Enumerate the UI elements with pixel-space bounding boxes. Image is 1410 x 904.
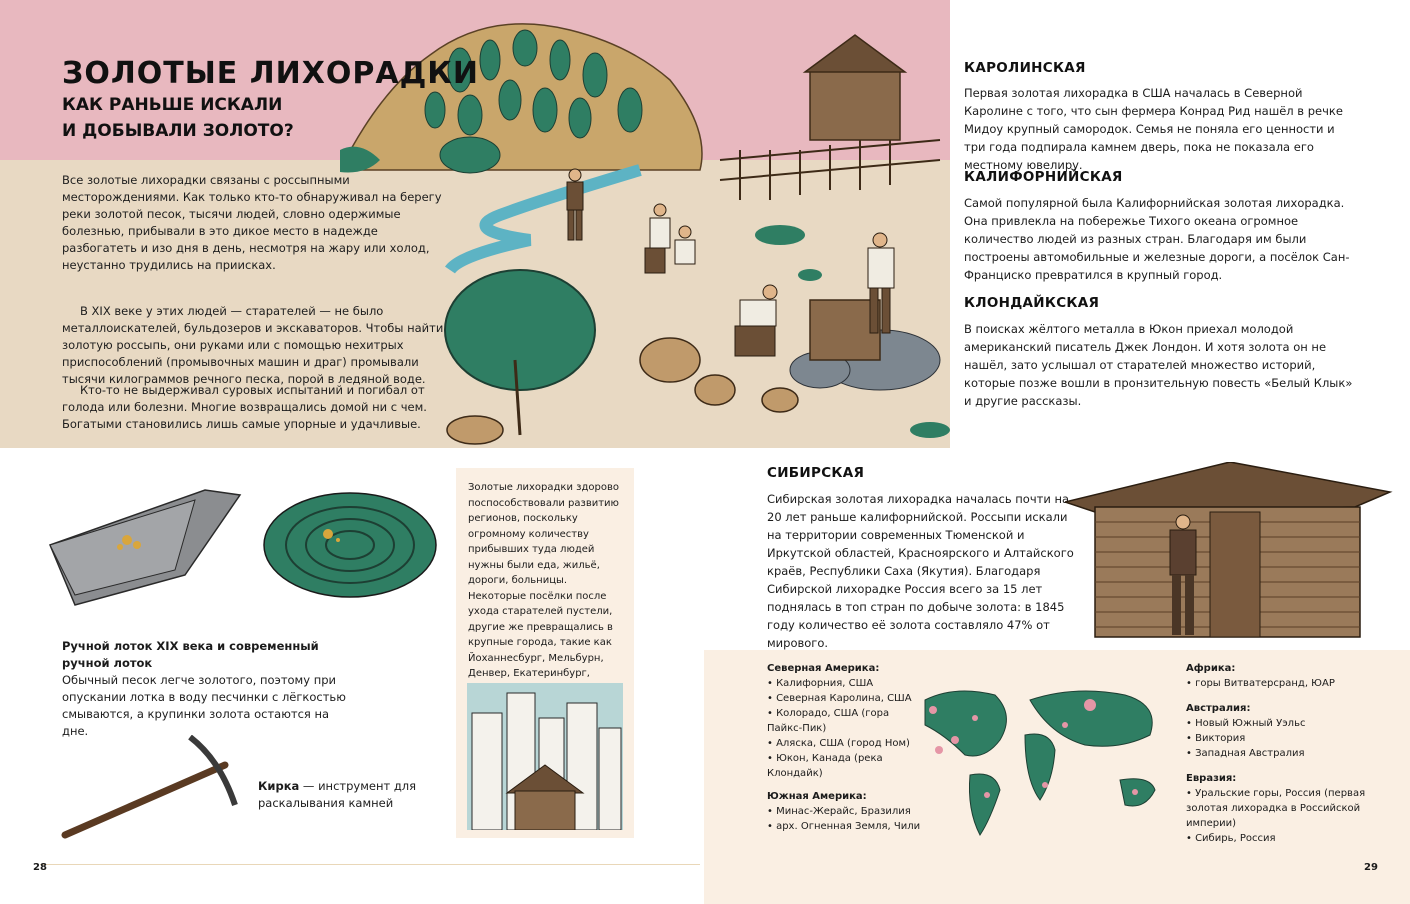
list-item: • Минас-Жерайс, Бразилия bbox=[767, 804, 927, 819]
north-america-list bbox=[767, 676, 927, 781]
list-item: • Северная Каролина, США bbox=[767, 691, 927, 706]
list-item: • Сибирь, Россия bbox=[1186, 831, 1376, 846]
section-text-klondike: В поисках жёлтого металла в Юкон приехал молодой американский писатель Джек Лондон. И хотя золота он не нашёл, зато услышал от старателей множество историй, которые позже вошли в пронзительную повесть «Белый Клык» и другие рассказы. bbox=[964, 322, 1353, 408]
list-item: • Юкон, Канада (река Клондайк) bbox=[767, 751, 927, 781]
paragraph-hardships: Кто-то не выдерживал суровых испытаний и погибал от голода или болезни. Многие возвращались домой ни с чем. Богатыми становились лишь самые упорные и удачливые. bbox=[62, 383, 427, 431]
list-item: • Новый Южный Уэльс bbox=[1186, 716, 1376, 731]
intro-paragraph: Все золотые лихорадки связаны с россыпными месторождениями. Как только кто-то обнаруживал на берегу реки золотой песок, тысячи людей, словно одержимые болезнью, прибывали в это дикое место в надежде разбогатеть и изо дня в день, несмотря на жару или холод, неустанно трудились на приисках. bbox=[62, 173, 442, 272]
city-illustration bbox=[467, 683, 623, 830]
log-cabin-illustration bbox=[1065, 462, 1395, 640]
list-item: • арх. Огненная Земля, Чили bbox=[767, 819, 927, 834]
africa-list bbox=[1186, 676, 1376, 691]
section-heading-klondike: КЛОНДАЙКСКАЯ bbox=[964, 295, 1100, 311]
page-subtitle bbox=[62, 92, 322, 144]
list-item: • Аляска, США (город Ном) bbox=[767, 736, 927, 751]
modern-gold-pan-image bbox=[260, 488, 440, 603]
bottom-divider bbox=[40, 864, 700, 865]
list-item: • Западная Австралия bbox=[1186, 746, 1376, 761]
pan-caption-title bbox=[62, 638, 352, 672]
section-heading-carolina: КАРОЛИНСКАЯ bbox=[964, 60, 1086, 76]
australia-list bbox=[1186, 716, 1376, 761]
subtitle-line-2: И ДОБЫВАЛИ ЗОЛОТО? bbox=[62, 121, 294, 141]
list-item: • горы Витватерсранд, ЮАР bbox=[1186, 676, 1376, 691]
section-text-california: Самой популярной была Калифорнийская золотая лихорадка. Она привлекла на побережье Тихого океана огромное количество людей из разных стран. Благодаря им были построены автомобильные и железные дороги, а посёлок Сан-Франциско превратился в крупный город. bbox=[964, 196, 1350, 282]
eurasia-heading: Евразия: bbox=[1186, 773, 1237, 784]
pan-caption-text: Обычный песок легче золотого, поэтому при опускании лотка в воду песчинки с лёгкостью смываются, а крупинки золота остаются на дне. bbox=[62, 673, 346, 738]
africa-heading: Африка: bbox=[1186, 663, 1236, 674]
north-america-heading: Северная Америка: bbox=[767, 663, 880, 674]
section-heading-siberia: СИБИРСКАЯ bbox=[767, 465, 865, 481]
list-item: • Колорадо, США (гора Пайкс-Пик) bbox=[767, 706, 927, 736]
list-item: • Калифорния, США bbox=[767, 676, 927, 691]
pickaxe-image bbox=[60, 735, 250, 845]
subtitle-line-1: КАК РАНЬШЕ ИСКАЛИ bbox=[62, 95, 283, 115]
world-map-illustration bbox=[915, 680, 1180, 840]
paragraph-prospectors: В XIX веке у этих людей — старателей — не было металлоискателей, бульдозеров и экскаваторов. Чтобы найти золотую россыпь, они руками или с помощью нехитрых приспособлений (промывочных машин и драг) промывали тысячи килограммов речного песка, порой в ледяной воде. bbox=[62, 304, 444, 386]
map-list-americas bbox=[767, 661, 927, 834]
page-number-left: 28 bbox=[33, 862, 47, 873]
south-america-heading: Южная Америка: bbox=[767, 791, 867, 802]
pickaxe-caption-bold: Кирка bbox=[258, 779, 300, 793]
list-item: • Виктория bbox=[1186, 731, 1376, 746]
pickaxe-caption bbox=[258, 778, 428, 812]
south-america-list bbox=[767, 804, 927, 834]
old-gold-pan-image bbox=[45, 485, 245, 610]
list-item: • Уральские горы, Россия (первая золотая лихорадка в Российской империи) bbox=[1186, 786, 1376, 831]
map-list-other bbox=[1186, 661, 1376, 846]
page-title: ЗОЛОТЫЕ ЛИХОРАДКИ bbox=[62, 56, 479, 91]
eurasia-list bbox=[1186, 786, 1376, 846]
page-number-right: 29 bbox=[1364, 862, 1378, 873]
pickaxe-caption-text: — инструмент для раскалывания камней bbox=[258, 779, 417, 810]
australia-heading: Австралия: bbox=[1186, 703, 1251, 714]
section-heading-california: КАЛИФОРНИЙСКАЯ bbox=[964, 169, 1123, 185]
note-text: Золотые лихорадки здорово поспособствовали развитию регионов, поскольку огромному количеству прибывших туда людей нужны были еда, жильё, дороги, больницы. Некоторые посёлки после ухода старателей пустели, другие же превращались в крупные города, такие как Йоханнесбург, Мельбурн, Денвер, Екатеринбург, bbox=[468, 482, 619, 679]
section-text-carolina: Первая золотая лихорадка в США началась в Северной Каролине с того, что сын фермера Конрад Рид нашёл в речке Мидоу крупный самородок. Семья не поняла его ценности и три года подпирала камнем дверь, пока не показала его местному ювелиру. bbox=[964, 86, 1343, 172]
pan-caption-title-line-1: Ручной лоток XIX века и современный bbox=[62, 639, 319, 653]
section-text-siberia: Сибирская золотая лихорадка началась почти на 20 лет раньше калифорнийской. Россыпи искали на территории современных Тюменской и Иркутской областей, Красноярского и Алтайского краёв, Республики Саха (Якутия). Благодаря Сибирской лихорадке Россия всего за 15 лет поднялась в топ стран по добыче золота: в 1845 году количество её золота составляло 47% от мирового. bbox=[767, 492, 1074, 650]
pan-caption-title-line-2: ручной лоток bbox=[62, 656, 153, 670]
